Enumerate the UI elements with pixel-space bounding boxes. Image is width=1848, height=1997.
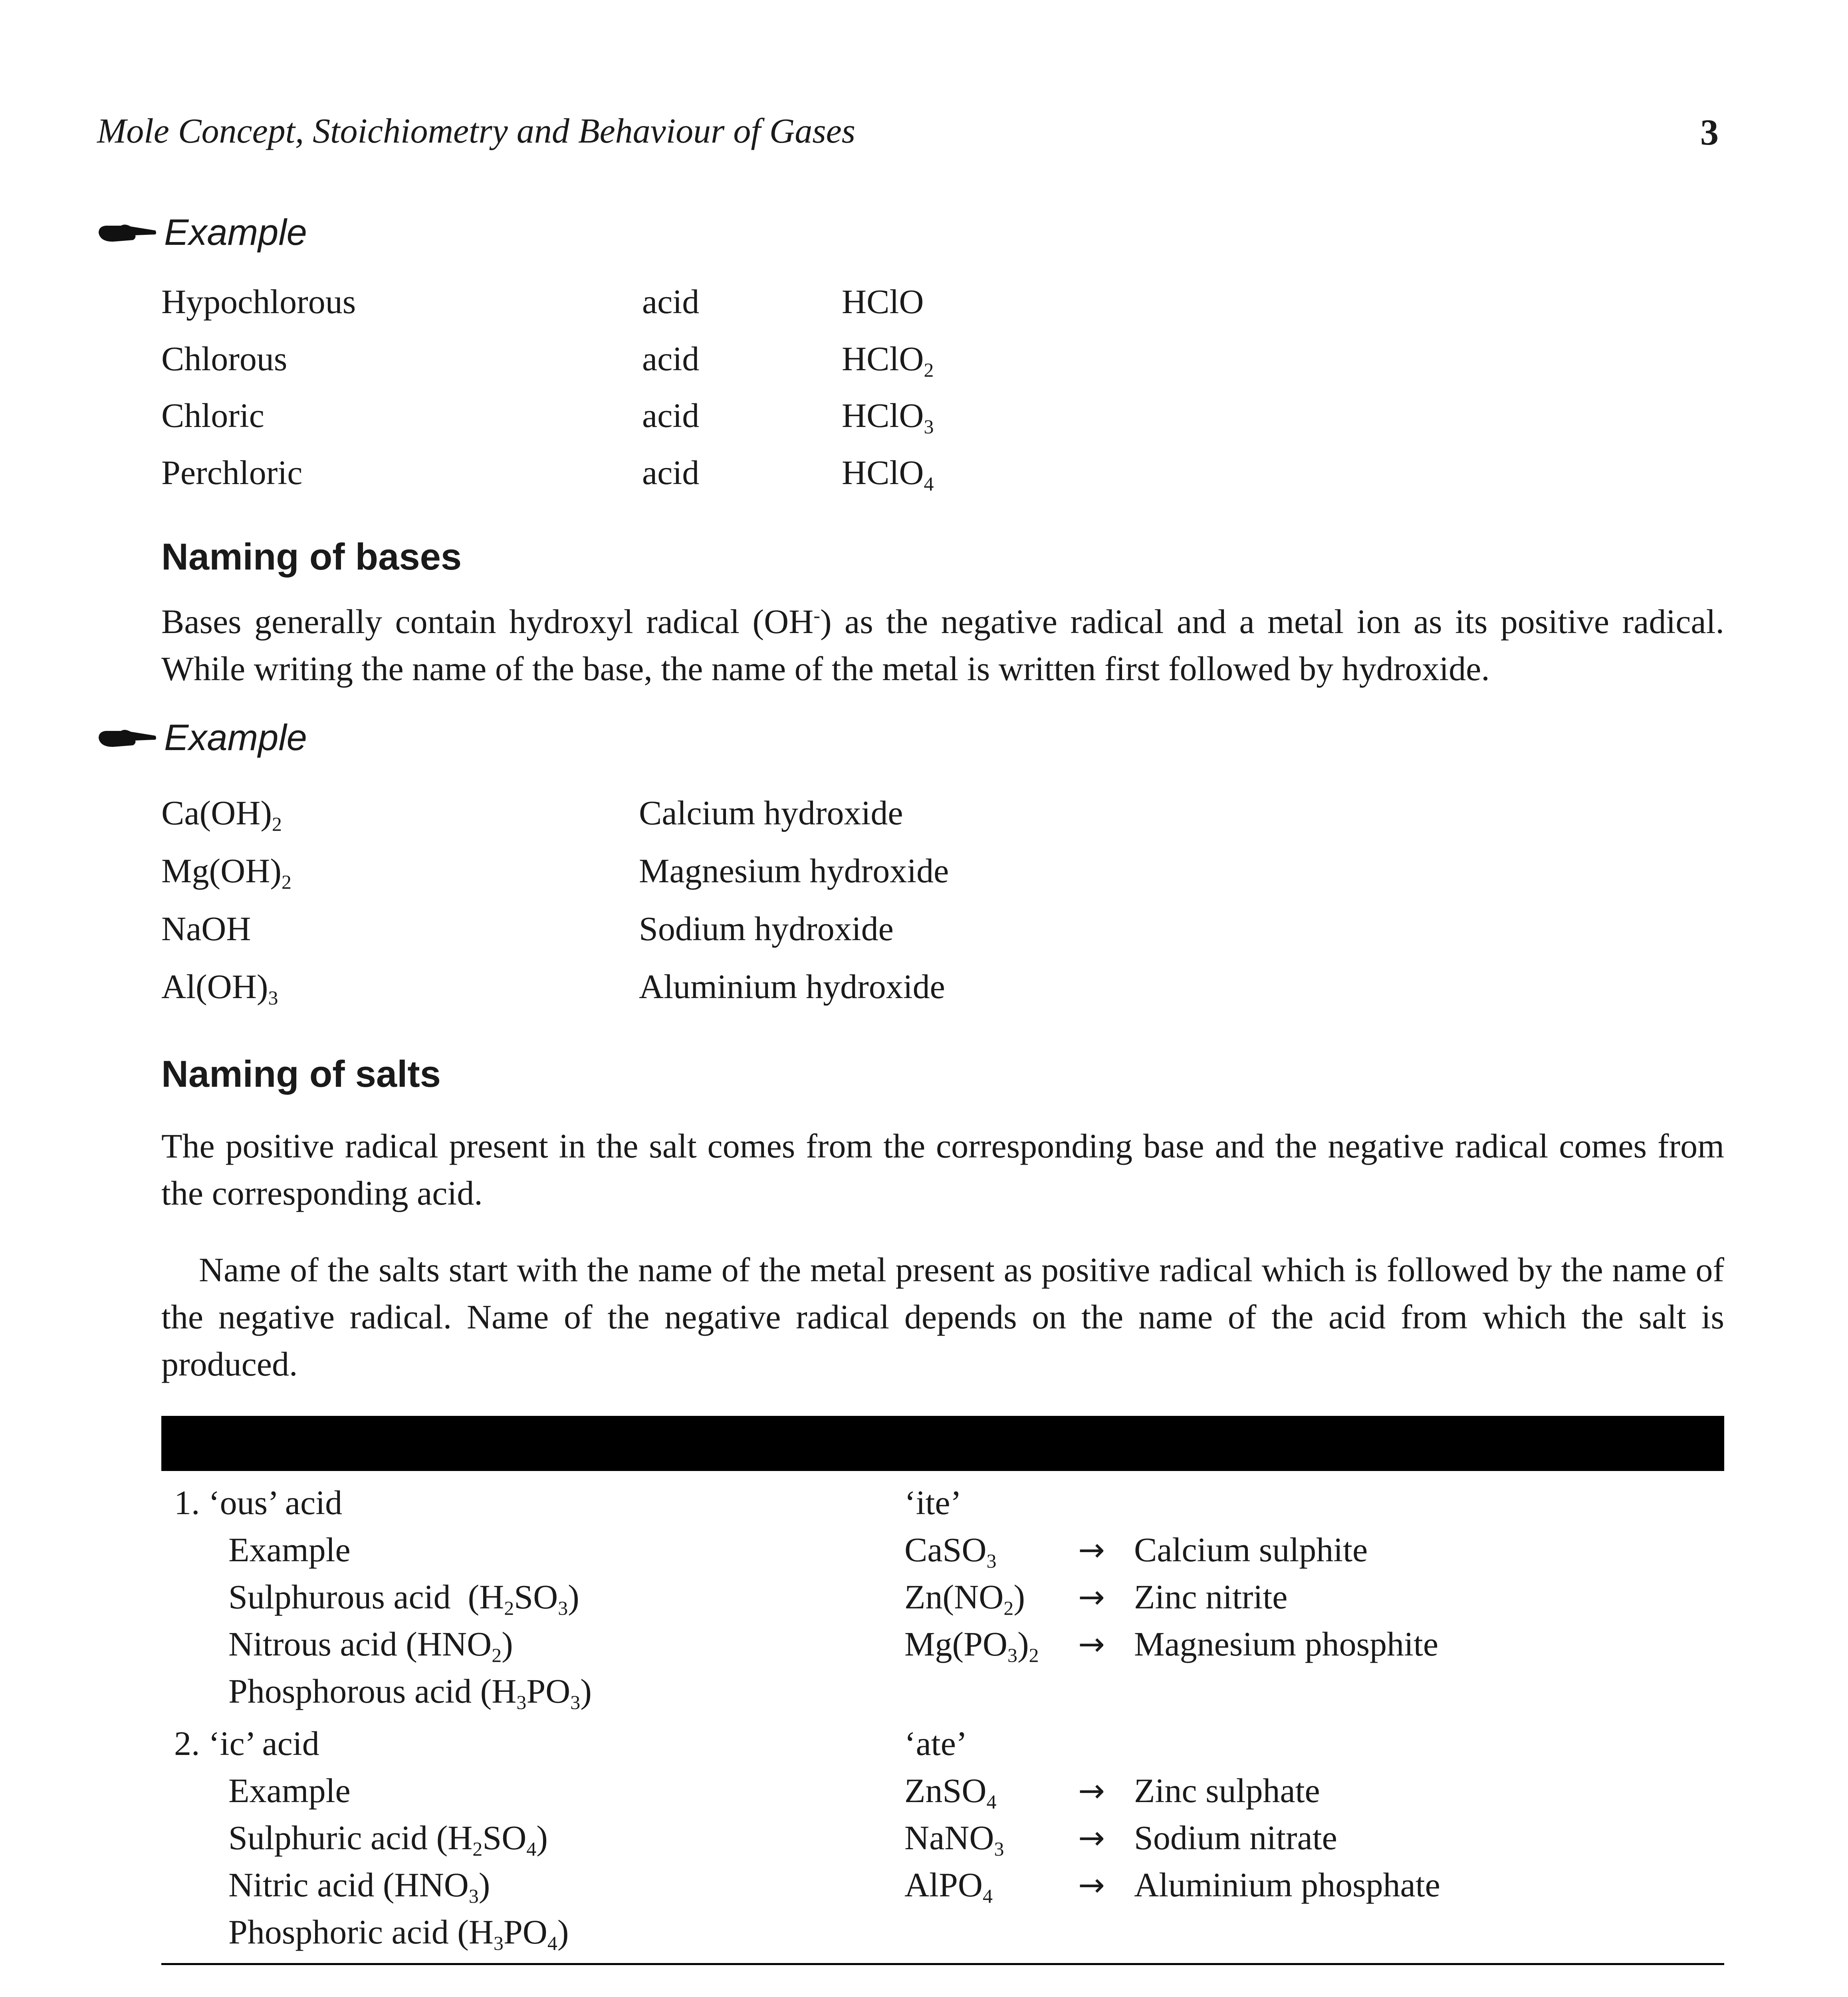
table-example-label: Example (228, 1531, 351, 1569)
section-heading-salts: Naming of salts (161, 1053, 441, 1095)
ic-acid-phosphoric: Phosphoric acid $(H_3PO_4)$ (228, 1913, 569, 1954)
ate-salt-formula: AlPO$_4$ (904, 1866, 993, 1907)
arrow-icon: → (1078, 1866, 1105, 1904)
ite-salt-formula: $Zn(NO_2)$ (904, 1578, 1025, 1619)
acid-type: acid (642, 453, 700, 492)
ate-salt-name: Sodium nitrate (1134, 1818, 1337, 1857)
ite-salt-formula: $Mg(PO_3)_2$ (904, 1625, 1039, 1666)
table-item-label: 2. ‘ic’ acid (174, 1724, 319, 1763)
table-header-bar (161, 1416, 1724, 1471)
salts-paragraph-2: Name of the salts start with the name of the metal present as positive radical which is followed by the name of the negative radical. Name of the negative radical depends on the name of the acid from which the salt is produced. (161, 1251, 1724, 1383)
base-formula: $Ca(OH)_2$ (161, 794, 282, 835)
pointing-hand-icon (97, 726, 157, 750)
arrow-icon: → (1078, 1819, 1105, 1856)
ic-acid-nitric: Nitric acid $(HNO_3)$ (228, 1866, 490, 1907)
table-item-label: 1. ‘ous’ acid (174, 1483, 343, 1522)
bases-paragraph: Bases generally contain hydroxyl radical (OH-) as the negative radical and a metal ion as its positive radical. While writing the name of the base, the name of the metal is written first followed by hydroxide. (161, 602, 1724, 688)
arrow-icon: → (1078, 1772, 1105, 1809)
acid-formula: HClO$_4$ (842, 453, 934, 495)
ate-salt-name: Aluminium phosphate (1134, 1866, 1440, 1904)
table-suffix-label: ‘ate’ (904, 1724, 968, 1763)
base-name: Calcium hydroxide (639, 794, 903, 832)
ous-acid-nitrous: Nitrous acid $(HNO_2)$ (228, 1625, 513, 1666)
acid-formula: HClO (842, 282, 924, 321)
ite-salt-formula: CaSO$_3$ (904, 1531, 997, 1572)
acid-name: Chlorous (161, 339, 288, 378)
base-formula: NaOH (161, 909, 251, 948)
base-formula: $Mg(OH)_2$ (161, 852, 291, 893)
ic-acid-sulphuric: Sulphuric acid $(H_2SO_4)$ (228, 1818, 548, 1860)
pointing-hand-icon (97, 221, 157, 245)
acid-name: Chloric (161, 396, 264, 435)
running-header-title: Mole Concept, Stoichiometry and Behaviour of Gases (97, 112, 855, 151)
base-name: Magnesium hydroxide (639, 852, 949, 890)
acid-type: acid (642, 339, 700, 378)
example-heading (97, 212, 307, 254)
ite-salt-name: Magnesium phosphite (1134, 1625, 1438, 1663)
arrow-icon: → (1078, 1578, 1105, 1616)
base-name: Sodium hydroxide (639, 909, 894, 948)
example-label: Example (164, 212, 307, 253)
ate-salt-formula: NaNO$_3$ (904, 1818, 1004, 1860)
acid-formula: HClO$_2$ (842, 339, 934, 381)
ate-salt-formula: ZnSO$_4$ (904, 1771, 997, 1813)
ammonium-paragraph (161, 1994, 1724, 1997)
salts-paragraph-1: The positive radical present in the salt comes from the corresponding base and the negative radical comes from the corresponding acid. (161, 1127, 1724, 1212)
acid-type: acid (642, 396, 700, 435)
base-name: Aluminium hydroxide (639, 967, 945, 1006)
acid-name: Perchloric (161, 453, 303, 492)
example-label: Example (164, 717, 307, 758)
section-heading-bases: Naming of bases (161, 536, 462, 578)
acid-name: Hypochlorous (161, 282, 356, 321)
arrow-icon: → (1078, 1531, 1105, 1568)
example-heading (97, 717, 307, 759)
acid-type: acid (642, 282, 700, 321)
table-suffix-label: ‘ite’ (904, 1483, 962, 1522)
ate-salt-name: Zinc sulphate (1134, 1771, 1320, 1810)
acid-formula: HClO$_3$ (842, 396, 934, 438)
table-bottom-rule (161, 1963, 1724, 1965)
base-formula: $Al(OH)_3$ (161, 967, 278, 1009)
arrow-icon: → (1078, 1626, 1105, 1663)
ite-salt-name: Calcium sulphite (1134, 1531, 1368, 1569)
table-example-label: Example (228, 1771, 351, 1810)
ous-acid-sulphurous: Sulphurous acid $(H_2SO_3)$ (228, 1578, 579, 1619)
ous-acid-phosphorous: Phosphorous acid $(H_3PO_3)$ (228, 1672, 592, 1713)
page-number: 3 (1700, 112, 1719, 153)
ite-salt-name: Zinc nitrite (1134, 1578, 1288, 1616)
